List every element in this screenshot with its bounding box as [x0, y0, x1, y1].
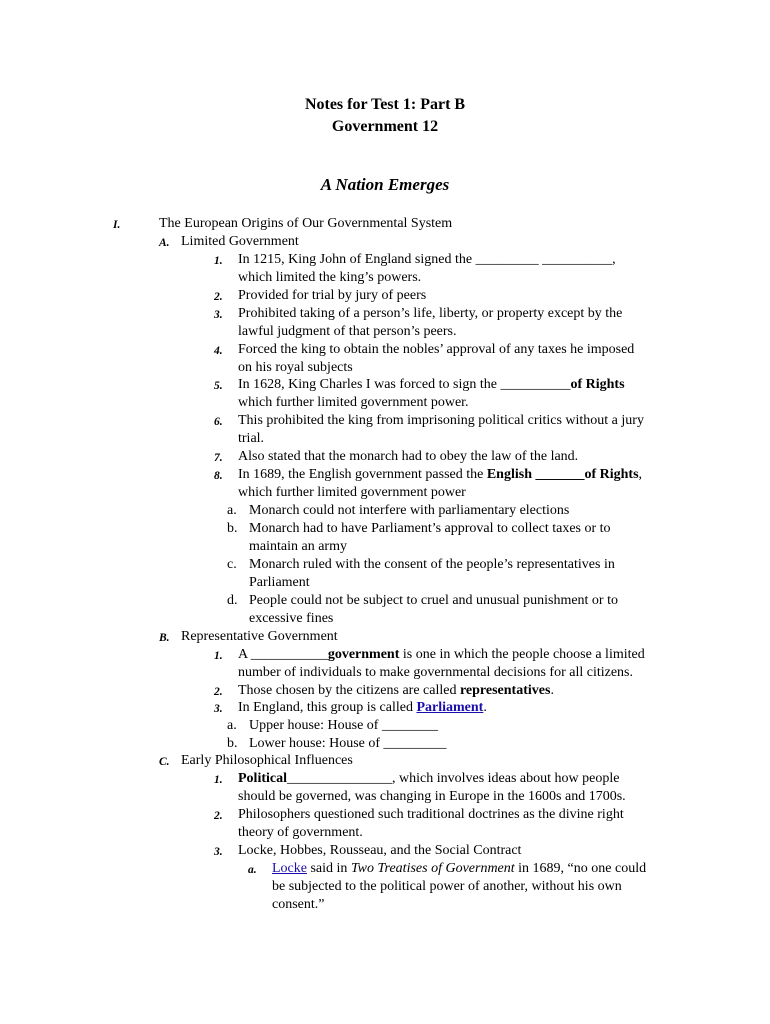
list-item-text [238, 646, 645, 664]
sub-item-text: excessive fines [249, 611, 334, 626]
list-item-text [238, 699, 487, 717]
sub-marker: a. [227, 503, 237, 518]
outline-heading-C: Early Philosophical Influences [181, 753, 353, 768]
number-marker: 7. [214, 452, 223, 464]
letter-marker: B. [159, 632, 170, 644]
list-item-text: number of individuals to make governmental decisions for all citizens. [238, 665, 634, 680]
locke-link[interactable]: Locke [272, 861, 307, 876]
outline-heading-A: Limited Government [181, 234, 299, 249]
sub-item-text: Monarch could not interfere with parliamentary elections [249, 503, 570, 518]
text-run: In 1628, King Charles I was forced to sign the __________ [238, 377, 571, 392]
list-item-text: theory of government. [238, 825, 363, 840]
outline-heading-B: Representative Government [181, 629, 338, 644]
number-marker: 1. [214, 255, 223, 267]
sub-item-text: consent.” [272, 897, 325, 912]
document-subtitle-course: Government 12 [331, 118, 439, 135]
text-run: in 1689, “no one could [514, 861, 647, 876]
number-marker: 8. [214, 470, 223, 482]
list-item-text: trial. [238, 431, 265, 446]
list-item-text: Philosophers questioned such traditional doctrines as the divine right [238, 807, 624, 822]
bold-term: of Rights [570, 377, 625, 392]
sub-item-text: Monarch ruled with the consent of the people’s representatives in [249, 557, 615, 572]
outline-heading-I: The European Origins of Our Governmental System [159, 216, 453, 231]
sub-marker: b. [227, 521, 238, 536]
sub-marker: a. [227, 718, 237, 733]
text-run: is one in which the people choose a limited [399, 647, 645, 662]
number-marker: 3. [214, 703, 223, 715]
list-item-text: This prohibited the king from imprisoning political critics without a jury [238, 413, 644, 428]
bold-term: representatives [459, 683, 551, 698]
number-marker: 2. [214, 686, 223, 698]
sub-marker: b. [227, 736, 238, 751]
list-item-text: Locke, Hobbes, Rousseau, and the Social Contract [238, 843, 522, 858]
list-item-text: Also stated that the monarch had to obey the law of the land. [238, 449, 579, 464]
list-item-text: Provided for trial by jury of peers [238, 288, 427, 303]
number-marker: 2. [214, 291, 223, 303]
letter-marker: C. [159, 756, 170, 768]
list-item-text: which further limited government power. [238, 395, 469, 410]
text-run: , [638, 467, 643, 482]
bold-term: government [327, 647, 400, 662]
bold-term: English _______of Rights [486, 467, 639, 482]
text-run: In 1689, the English government passed the [238, 467, 487, 482]
text-run: In England, this group is called [238, 700, 417, 715]
sub-item-text: People could not be subject to cruel and unusual punishment or to [249, 593, 618, 608]
list-item-text [238, 682, 554, 700]
sub-item-text [272, 860, 646, 878]
text-run: _______________, which involves ideas about how people [287, 771, 620, 786]
sub-item-text: Parliament [249, 575, 310, 590]
number-marker: 1. [214, 774, 223, 786]
text-run: Those chosen by the citizens are called [238, 683, 460, 698]
list-item-text: should be governed, was changing in Europe in the 1600s and 1700s. [238, 789, 626, 804]
sub-item-text: Monarch had to have Parliament’s approval to collect taxes or to [249, 521, 611, 536]
list-item-text: lawful judgment of that person’s peers. [238, 324, 457, 339]
list-item-text [238, 376, 625, 394]
number-marker: 3. [214, 309, 223, 321]
number-marker: 3. [214, 846, 223, 858]
sub-item-text: be subjected to the political power of another, without his own [272, 879, 622, 894]
bold-term: Political [238, 771, 287, 786]
roman-marker: I. [113, 219, 121, 231]
section-heading: A Nation Emerges [320, 175, 450, 194]
list-item-text: which limited the king’s powers. [238, 270, 422, 285]
list-item-text [238, 770, 619, 788]
sub-marker: d. [227, 593, 238, 608]
number-marker: 1. [214, 650, 223, 662]
sub-item-text: maintain an army [249, 539, 347, 554]
parliament-link[interactable]: Parliament [416, 700, 484, 715]
list-item-text: Prohibited taking of a person’s life, liberty, or property except by the [238, 306, 623, 321]
sub-item-text: Lower house: House of _________ [249, 736, 447, 751]
text-run: . [550, 683, 554, 698]
text-run: A ___________ [238, 647, 328, 662]
list-item-text: which further limited government power [238, 485, 466, 500]
sub-item-text: Upper house: House of ________ [249, 718, 438, 733]
book-title: Two Treatises of Government [350, 861, 515, 876]
number-marker: 4. [214, 345, 223, 357]
list-item-text: Forced the king to obtain the nobles’ approval of any taxes he imposed [238, 342, 635, 357]
document-title: Notes for Test 1: Part B [304, 96, 466, 113]
number-marker: 6. [214, 416, 223, 428]
sub-marker: c. [227, 557, 237, 572]
list-item-text [238, 466, 642, 484]
letter-marker: A. [159, 237, 170, 249]
text-run: . [483, 700, 487, 715]
number-marker: 2. [214, 810, 223, 822]
text-run: said in [306, 861, 351, 876]
list-item-text: In 1215, King John of England signed the _________ __________, [238, 252, 616, 267]
sub-marker: a. [248, 864, 257, 876]
list-item-text: on his royal subjects [238, 360, 353, 375]
number-marker: 5. [214, 380, 223, 392]
